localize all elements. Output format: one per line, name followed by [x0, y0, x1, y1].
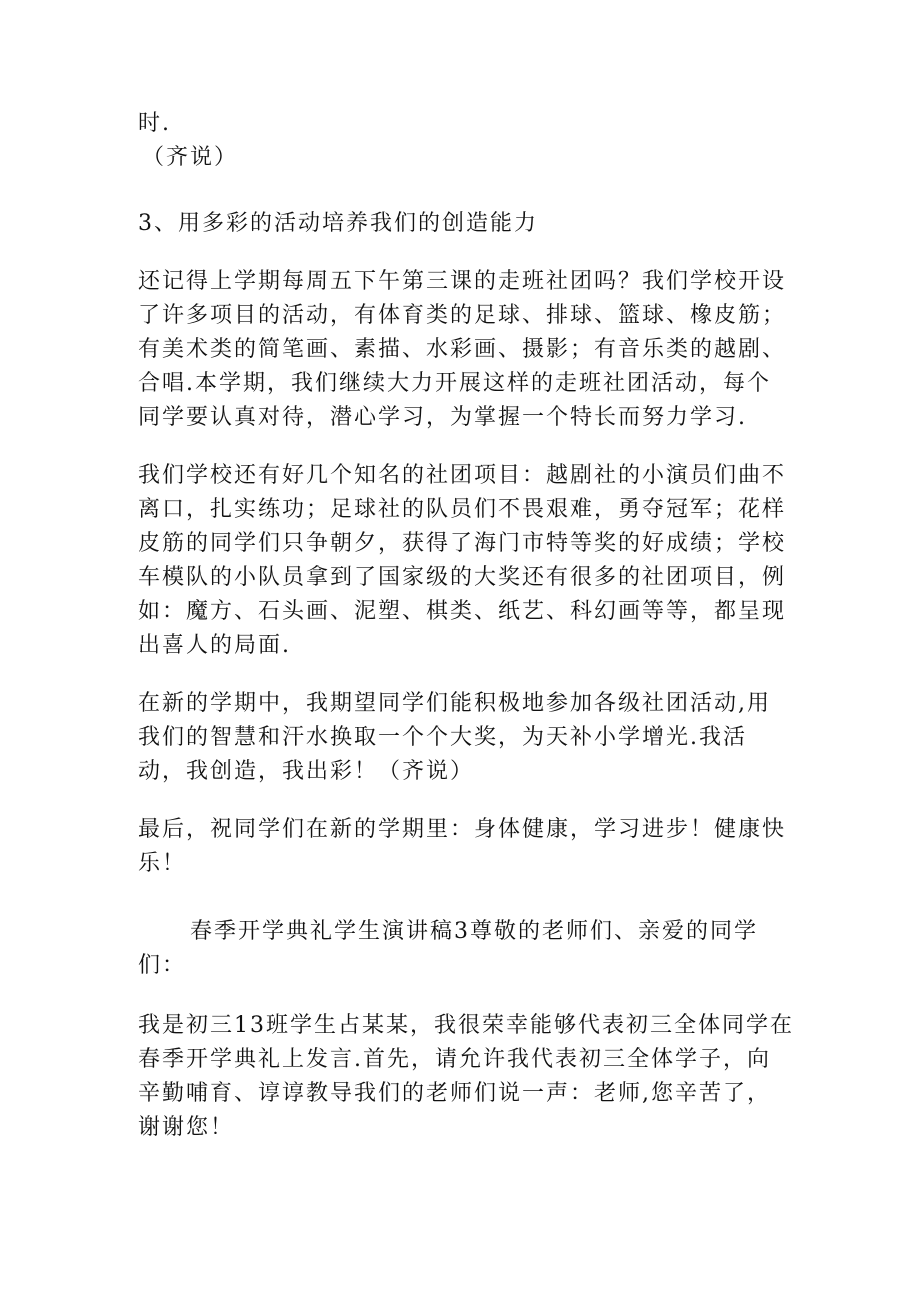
speech-title-line-1: 春季开学典礼学生演讲稿3尊敬的老师们、亲爱的同学	[190, 919, 758, 944]
paragraph-1-line-5: 同学要认真对待，潜心学习，为掌握一个特长而努力学习.	[138, 405, 747, 430]
paragraph-1-line-1: 还记得上学期每周五下午第三课的走班社团吗？我们学校开设	[138, 269, 787, 294]
paragraph-1-line-2: 了许多项目的活动，有体育类的足球、排球、篮球、橡皮筋；	[138, 303, 787, 328]
paragraph-2-line-5: 如：魔方、石头画、泥塑、棋类、纸艺、科幻画等等，都呈现	[138, 599, 787, 624]
paragraph-2-line-1: 我们学校还有好几个知名的社团项目：越剧社的小演员们曲不	[138, 463, 787, 488]
paragraph-5-line-3: 辛勤哺育、谆谆教导我们的老师们说一声：老师,您辛苦了，	[138, 1081, 771, 1106]
paragraph-2-line-2: 离口，扎实练功；足球社的队员们不畏艰难，勇夺冠军；花样	[138, 497, 787, 522]
paragraph-1-line-4: 合唱.本学期，我们继续大力开展这样的走班社团活动，每个	[138, 371, 771, 396]
paragraph-5-line-1: 我是初三13班学生占某某，我很荣幸能够代表初三全体同学在	[138, 1013, 794, 1038]
speech-title-line-2: 们：	[138, 953, 187, 978]
paragraph-5-line-2: 春季开学典礼上发言.首先，请允许我代表初三全体学子，向	[138, 1047, 771, 1072]
paragraph-1-line-3: 有美术类的简笔画、素描、水彩画、摄影；有音乐类的越剧、	[138, 337, 787, 362]
paragraph-4-line-2: 乐！	[138, 851, 187, 876]
text-line-1: 时.	[138, 111, 171, 136]
paragraph-2-line-3: 皮筋的同学们只争朝夕，获得了海门市特等奖的好成绩；学校	[138, 531, 787, 556]
paragraph-3-line-3: 动，我创造，我出彩！（齐说）	[138, 759, 475, 784]
section-heading: 3、用多彩的活动培养我们的创造能力	[138, 211, 538, 236]
paragraph-3-line-1: 在新的学期中，我期望同学们能积极地参加各级社团活动,用	[138, 691, 771, 716]
paragraph-2-line-6: 出喜人的局面.	[138, 633, 291, 658]
paragraph-5-line-4: 谢谢您！	[138, 1115, 235, 1140]
text-line-2: （齐说）	[142, 145, 239, 170]
paragraph-2-line-4: 车模队的小队员拿到了国家级的大奖还有很多的社团项目，例	[138, 565, 787, 590]
paragraph-3-line-2: 我们的智慧和汗水换取一个个大奖，为天补小学增光.我活	[138, 725, 747, 750]
paragraph-4-line-1: 最后，祝同学们在新的学期里：身体健康，学习进步！健康快	[138, 817, 787, 842]
